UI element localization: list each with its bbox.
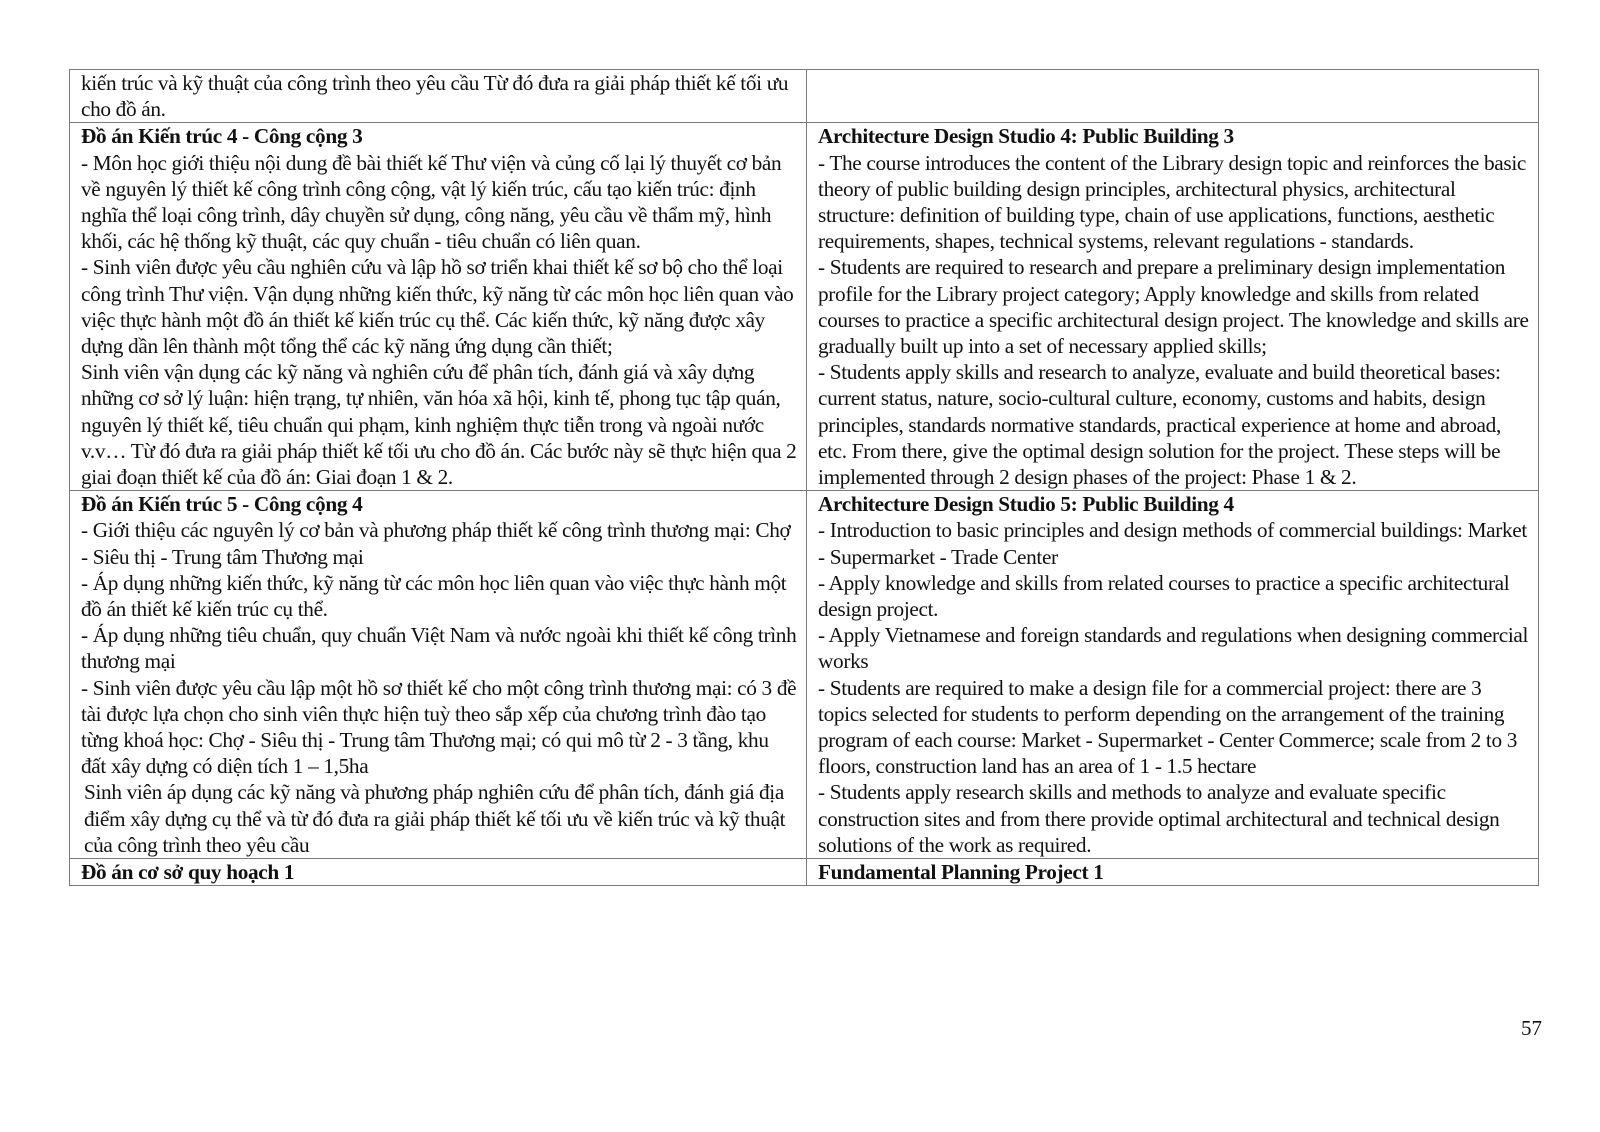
paragraph: - Sinh viên được yêu cầu nghiên cứu và lập hồ sơ triển khai thiết kế sơ bộ cho thể loại công trình Thư viện. Vận dụng những kiến thức, kỹ năng từ các môn học liên quan vào việc thực hành một đồ án thiết kế kiến trúc cụ thể. Các kiến thức, kỹ năng được xây dựng dần lên thành một tổng thể các kỹ năng ứng dụng cần thiết;	[81, 255, 794, 359]
paragraph: - Áp dụng những kiến thức, kỹ năng từ các môn học liên quan vào việc thực hành một đồ án thiết kế kiến trúc cụ thể.	[81, 570, 787, 622]
course-title: Fundamental Planning Project 1	[818, 860, 1104, 885]
paragraph: - Áp dụng những tiêu chuẩn, quy chuẩn Việt Nam và nước ngoài khi thiết kế công trình thương mại	[81, 623, 797, 674]
course-title: Architecture Design Studio 5: Public Building 4	[818, 492, 1234, 517]
paragraph: - Students are required to research and prepare a preliminary design implementation profile for the Library project category; Apply knowledge and skills from related courses to practice a specific architectural design project. The knowledge and skills are gradually built up into a set of necessary applied skills;	[818, 255, 1529, 359]
english-cell	[807, 70, 1539, 123]
course-title: Đồ án Kiến trúc 4 - Công cộng 3	[81, 124, 363, 149]
paragraph: - Giới thiệu các nguyên lý cơ bản và phương pháp thiết kế công trình thương mại: Chợ - Siêu thị - Trung tâm Thương mại	[81, 518, 791, 569]
syllabus-table	[69, 69, 1539, 886]
paragraph: - Introduction to basic principles and design methods of commercial buildings: Market - Supermarket - Trade Center	[818, 518, 1527, 569]
english-cell	[807, 123, 1539, 491]
course-title: Đồ án Kiến trúc 5 - Công cộng 4	[81, 492, 363, 517]
paragraph: - Sinh viên được yêu cầu lập một hồ sơ thiết kế cho một công trình thương mại: có 3 đề tài được lựa chọn cho sinh viên thực hiện tuỳ theo sắp xếp của chương trình đào tạo từng khoá học: Chợ - Siêu thị - Trung tâm Thương mại; có qui mô từ 2 - 3 tầng, khu đất xây dựng có diện tích 1 – 1,5ha	[81, 675, 797, 779]
vietnamese-cell	[70, 491, 807, 859]
english-cell	[807, 859, 1539, 886]
table-row	[70, 70, 1539, 123]
course-title: Đồ án cơ sở quy hoạch 1	[81, 860, 295, 885]
paragraph: - Apply knowledge and skills from related courses to practice a specific architectural design project.	[818, 570, 1510, 622]
page-number: 57	[1521, 1016, 1542, 1040]
paragraph: - Students apply skills and research to analyze, evaluate and build theoretical bases: current status, nature, socio-cultural culture, economy, customs and habits, design principles, standards normative standards, practical experience at home and abroad, etc. From there, give the optimal design solution for the project. These steps will be implemented through 2 design phases of the project: Phase 1 & 2.	[818, 360, 1501, 490]
paragraph: - Apply Vietnamese and foreign standards and regulations when designing commercial works	[818, 623, 1529, 674]
vietnamese-cell	[70, 859, 807, 886]
vietnamese-cell	[70, 70, 807, 123]
course-title: Architecture Design Studio 4: Public Building 3	[818, 124, 1234, 149]
english-cell	[807, 491, 1539, 859]
paragraph: Sinh viên vận dụng các kỹ năng và nghiên cứu để phân tích, đánh giá và xây dựng những cơ sở lý luận: hiện trạng, tự nhiên, văn hóa xã hội, kinh tế, phong tục tập quán, nguyên lý thiết kế, tiêu chuẩn qui phạm, kinh nghiệm thực tiễn trong và ngoài nước v.v… Từ đó đưa ra giải pháp thiết kế tối ưu cho đồ án. Các bước này sẽ thực hiện qua 2 giai đoạn thiết kế của đồ án: Giai đoạn 1 & 2.	[81, 360, 797, 490]
table-row	[70, 859, 1539, 886]
vietnamese-cell	[70, 123, 807, 491]
paragraph: - Students apply research skills and methods to analyze and evaluate specific construction sites and from there provide optimal architectural and technical design solutions of the work as required.	[818, 780, 1500, 857]
table-row	[70, 491, 1539, 859]
table-row	[70, 123, 1539, 491]
paragraph: - The course introduces the content of the Library design topic and reinforces the basic theory of public building design principles, architectural physics, architectural structure: definition of building type, chain of use applications, functions, aesthetic requirements, shapes, technical systems, relevant regulations - standards.	[818, 150, 1527, 254]
paragraph: - Students are required to make a design file for a commercial project: there are 3 topics selected for students to perform depending on the arrangement of the training program of each course: Market - Supermarket - Center Commerce; scale from 2 to 3 floors, construction land has an area of 1 - 1.5 hectare	[818, 675, 1518, 779]
paragraph: kiến trúc và kỹ thuật của công trình theo yêu cầu Từ đó đưa ra giải pháp thiết kế tối ưu cho đồ án.	[81, 71, 789, 122]
paragraph: Sinh viên áp dụng các kỹ năng và phương pháp nghiên cứu để phân tích, đánh giá địa điểm xây dựng cụ thể và từ đó đưa ra giải pháp thiết kế tối ưu về kiến trúc và kỹ thuật của công trình theo yêu cầu	[84, 780, 786, 857]
paragraph: - Môn học giới thiệu nội dung đề bài thiết kế Thư viện và củng cố lại lý thuyết cơ bản về nguyên lý thiết kế công trình công cộng, vật lý kiến trúc, cấu tạo kiến trúc: định nghĩa thể loại công trình, dây chuyền sử dụng, công năng, yêu cầu về thẩm mỹ, hình khối, các hệ thống kỹ thuật, các quy chuẩn - tiêu chuẩn có liên quan.	[81, 150, 782, 254]
